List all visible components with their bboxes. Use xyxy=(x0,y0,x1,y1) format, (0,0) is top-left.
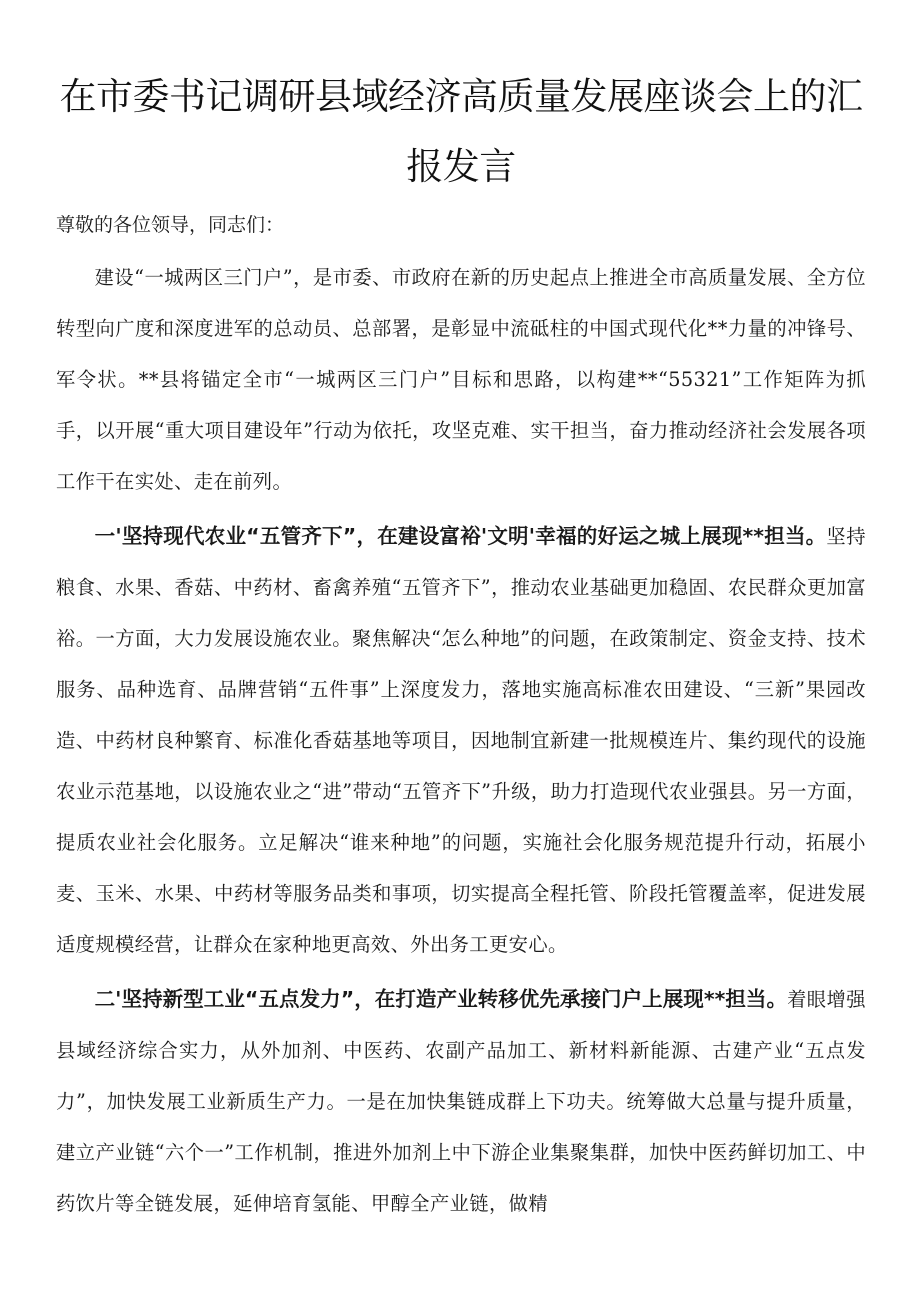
paragraph-text: 建设“一城两区三门户”，是市委、市政府在新的历史起点上推进全市高质量发展、全方位转型向广度和深度进军的总动员、总部署，是彰显中流砥柱的中国式现代化**力量的冲锋号、军令状。**县将锚定全市“一城两区三门户”目标和思路，以构建**“55321”工作矩阵为抓手，以开展“重大项目建设年”行动为依托，攻坚克难、实干担当，奋力推动经济社会发展各项工作干在实处、走在前列。 xyxy=(56,266,866,493)
paragraph-agriculture xyxy=(56,511,866,970)
document-title: 在市委书记调研县域经济高质量发展座谈会上的汇报发言 xyxy=(59,75,863,188)
paragraph-intro xyxy=(56,252,866,507)
paragraph-text: 坚持粮食、水果、香菇、中药材、畜禽养殖“五管齐下”，推动农业基础更加稳固、农民群众更加富裕。一方面，大力发展设施农业。聚焦解决“怎么种地”的问题，在政策制定、资金支持、技术服务、品种选育、品牌营销“五件事”上深度发力，落地实施高标准农田建设、“三新”果园改造、中药材良种繁育、标准化香菇基地等项目，因地制宜新建一批规模连片、集约现代的设施农业示范基地，以设施农业之“进”带动“五管齐下”升级，助力打造现代农业强县。另一方面，提质农业社会化服务。立足解决“谁来种地”的问题，实施社会化服务规范提升行动，拓展小麦、玉米、水果、中药材等服务品类和事项，切实提高全程托管、阶段托管覆盖率，促进发展适度规模经营，让群众在家种地更高效、外出务工更安心。 xyxy=(56,525,866,956)
paragraph-text: 着眼增强县域经济综合实力，从外加剂、中医药、农副产品加工、新材料新能源、古建产业“五点发力”，加快发展工业新质生产力。一是在加快集链成群上下功夫。统筹做大总量与提升质量，建立产业链“六个一”工作机制，推进外加剂上中下游企业集聚集群，加快中医药鲜切加工、中药饮片等全链发展，延伸培育氢能、甲醇全产业链，做精 xyxy=(56,988,866,1215)
section-heading-agriculture: 一'坚持现代农业“五管齐下”，在建设富裕'文明'幸福的好运之城上展现**担当。 xyxy=(94,524,827,548)
section-heading-industry: 二'坚持新型工业“五点发力”，在打造产业转移优先承接门户上展现**担当。 xyxy=(94,987,788,1011)
salutation: 尊敬的各位领导，同志们： xyxy=(56,214,285,236)
paragraph-industry xyxy=(56,974,866,1229)
